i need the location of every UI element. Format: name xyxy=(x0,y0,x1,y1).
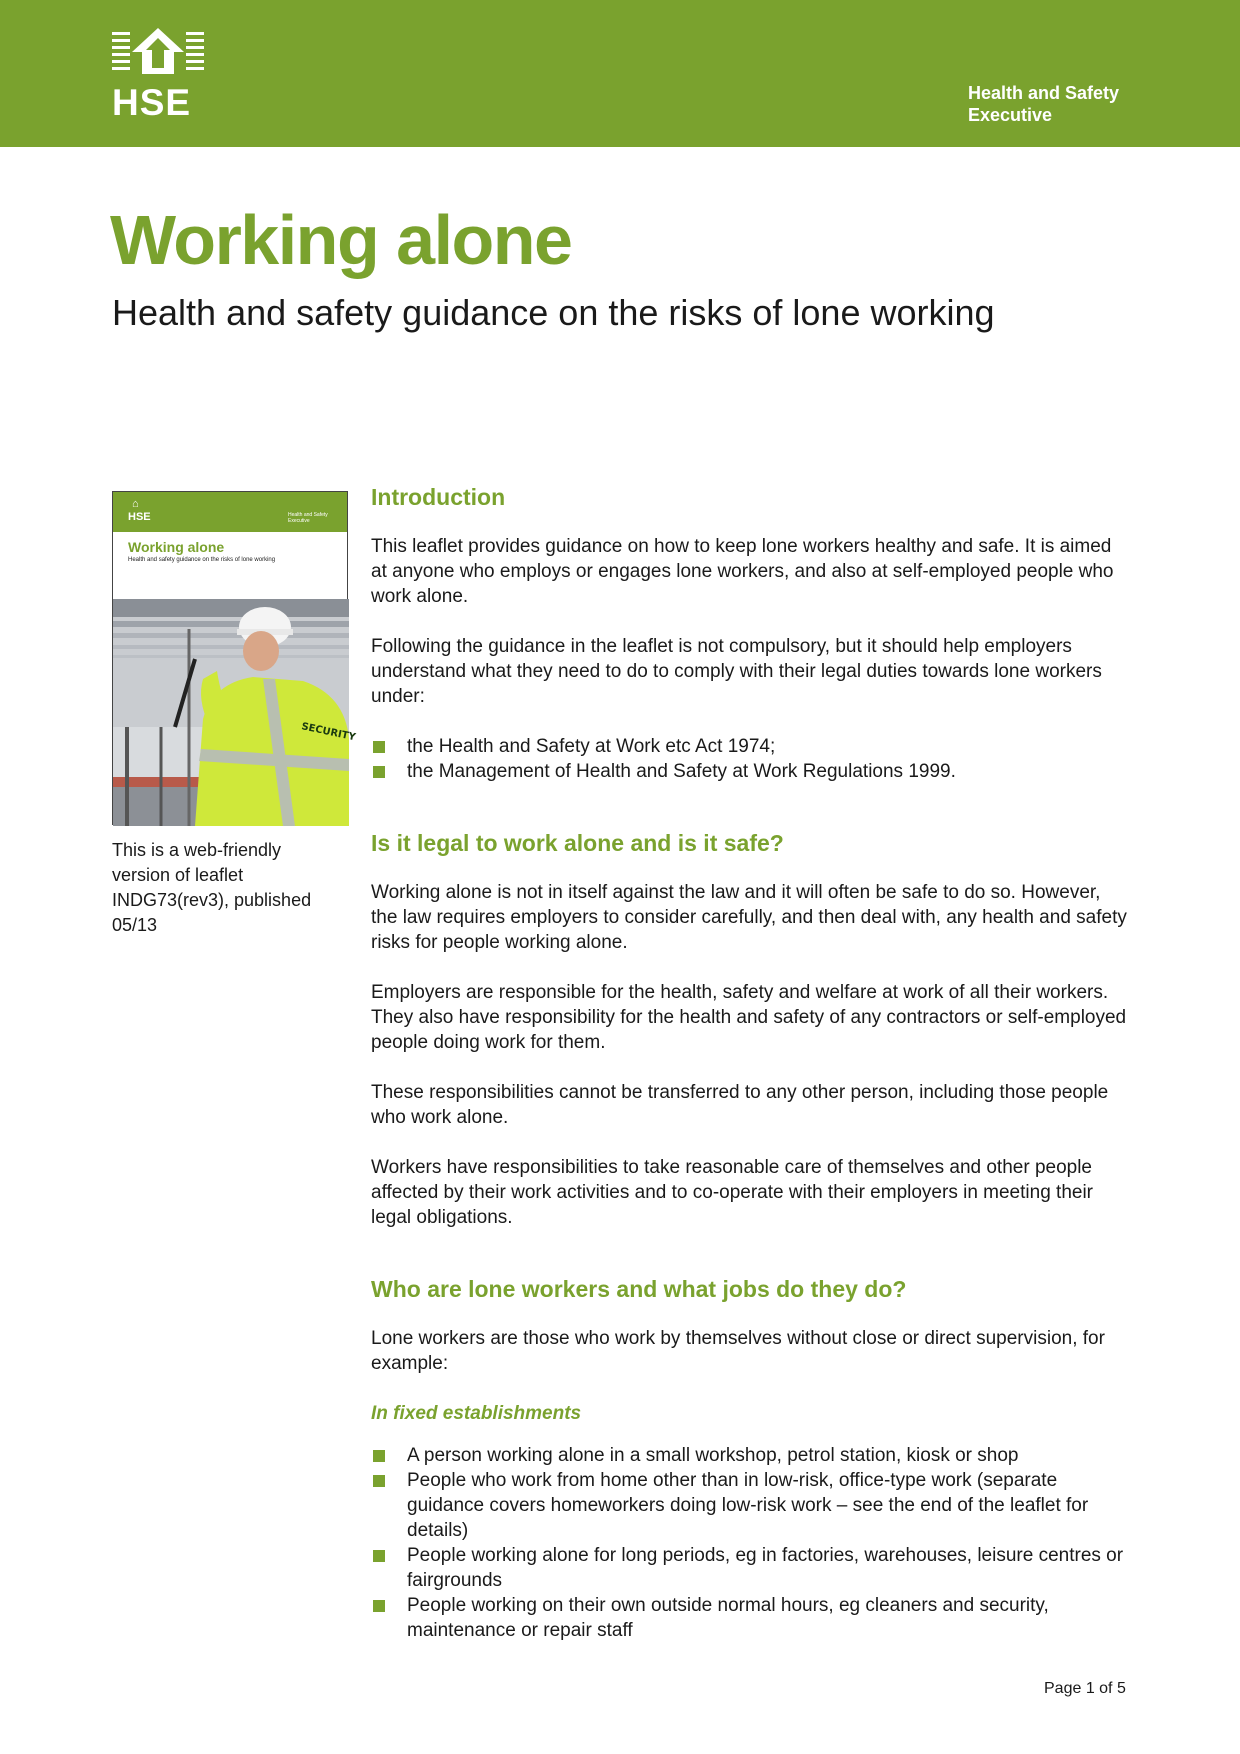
organisation-name-line-1: Health and Safety xyxy=(968,83,1120,103)
page-title: Working alone xyxy=(110,201,572,279)
legal-safety-heading: Is it legal to work alone and is it safe? xyxy=(371,830,784,856)
cover-title: Working alone xyxy=(128,539,225,555)
main-content xyxy=(371,482,1131,1668)
organisation-name-line-2: Executive xyxy=(968,105,1053,125)
list-item-text: People who work from home other than in low-risk, office-type work (separate guidance covers homeworkers doing low-risk work – see the end of the leaflet for details) xyxy=(407,1470,1089,1541)
list-item xyxy=(371,1543,1131,1593)
cover-org-name: Health and Safety Executive xyxy=(288,512,328,524)
list-item xyxy=(371,1443,1131,1468)
list-item-text: People working alone for long periods, eg in factories, warehouses, leisure centres or fairgrounds xyxy=(407,1545,1124,1591)
list-item xyxy=(371,1468,1131,1543)
header-band xyxy=(0,0,1240,147)
bullet-square-icon xyxy=(373,741,385,753)
legal-paragraph-4: Workers have responsibilities to take reasonable care of themselves and other people affected by their work activities and to co-operate with their employers in meeting their legal obligations. xyxy=(371,1157,1093,1228)
list-item-text: People working on their own outside normal hours, eg cleaners and security, maintenance or repair staff xyxy=(407,1595,1049,1641)
intro-paragraph-2: Following the guidance in the leaflet is not compulsory, but it should help employers understand what they need to do to comply with their legal duties towards lone workers under: xyxy=(371,636,1102,707)
bullet-square-icon xyxy=(373,1600,385,1612)
vest-text: SECURITY xyxy=(300,721,357,744)
list-item-text: the Management of Health and Safety at Work Regulations 1999. xyxy=(407,761,956,782)
legal-paragraph-1: Working alone is not in itself against the law and it will often be safe to do so. However, the law requires employers to consider carefully, and then deal with, any health and safety risks for people working alone. xyxy=(371,882,1127,953)
hse-logo-text: HSE xyxy=(112,82,192,123)
bullet-square-icon xyxy=(373,766,385,778)
page-subtitle: Health and safety guidance on the risks of lone working xyxy=(112,292,995,333)
list-item-text: A person working alone in a small workshop, petrol station, kiosk or shop xyxy=(407,1445,1019,1466)
cover-subtitle: Health and safety guidance on the risks of lone working xyxy=(128,557,276,563)
list-item xyxy=(371,734,1131,759)
bullet-square-icon xyxy=(373,1550,385,1562)
list-item-text: the Health and Safety at Work etc Act 1974; xyxy=(407,736,776,757)
legislation-list xyxy=(371,734,1131,784)
lone-workers-heading: Who are lone workers and what jobs do they do? xyxy=(371,1276,907,1302)
organisation-name xyxy=(968,82,1168,126)
list-item xyxy=(371,1593,1131,1643)
hse-logo xyxy=(112,28,204,122)
leaflet-cover-image xyxy=(112,491,357,825)
legal-paragraph-2: Employers are responsible for the health, safety and welfare at work of all their workers. They also have responsibility for the health and safety of any contractors or self-employed people doing work for them. xyxy=(371,982,1127,1053)
bullet-square-icon xyxy=(373,1475,385,1487)
intro-paragraph-1: This leaflet provides guidance on how to keep lone workers healthy and safe. It is aimed at anyone who employs or engages lone workers, and also at self-employed people who work alone. xyxy=(371,536,1114,607)
security-worker-photo xyxy=(113,599,357,826)
list-item xyxy=(371,759,1131,784)
introduction-heading: Introduction xyxy=(371,484,506,510)
hse-house-icon xyxy=(112,28,204,84)
cover-logo-icon: ⌂ xyxy=(132,498,139,510)
bullet-square-icon xyxy=(373,1450,385,1462)
page-number: Page 1 of 5 xyxy=(1044,1680,1126,1697)
fixed-establishments-subheading: In fixed establishments xyxy=(371,1403,582,1424)
cover-logo-text: HSE xyxy=(128,511,151,523)
leaflet-caption: This is a web-friendly version of leaflet INDG73(rev3), published 05/13 xyxy=(112,840,312,935)
lone-workers-paragraph: Lone workers are those who work by themselves without close or direct supervision, for example: xyxy=(371,1328,1105,1374)
fixed-establishments-list xyxy=(371,1443,1131,1643)
legal-paragraph-3: These responsibilities cannot be transferred to any other person, including those people who work alone. xyxy=(371,1082,1109,1128)
